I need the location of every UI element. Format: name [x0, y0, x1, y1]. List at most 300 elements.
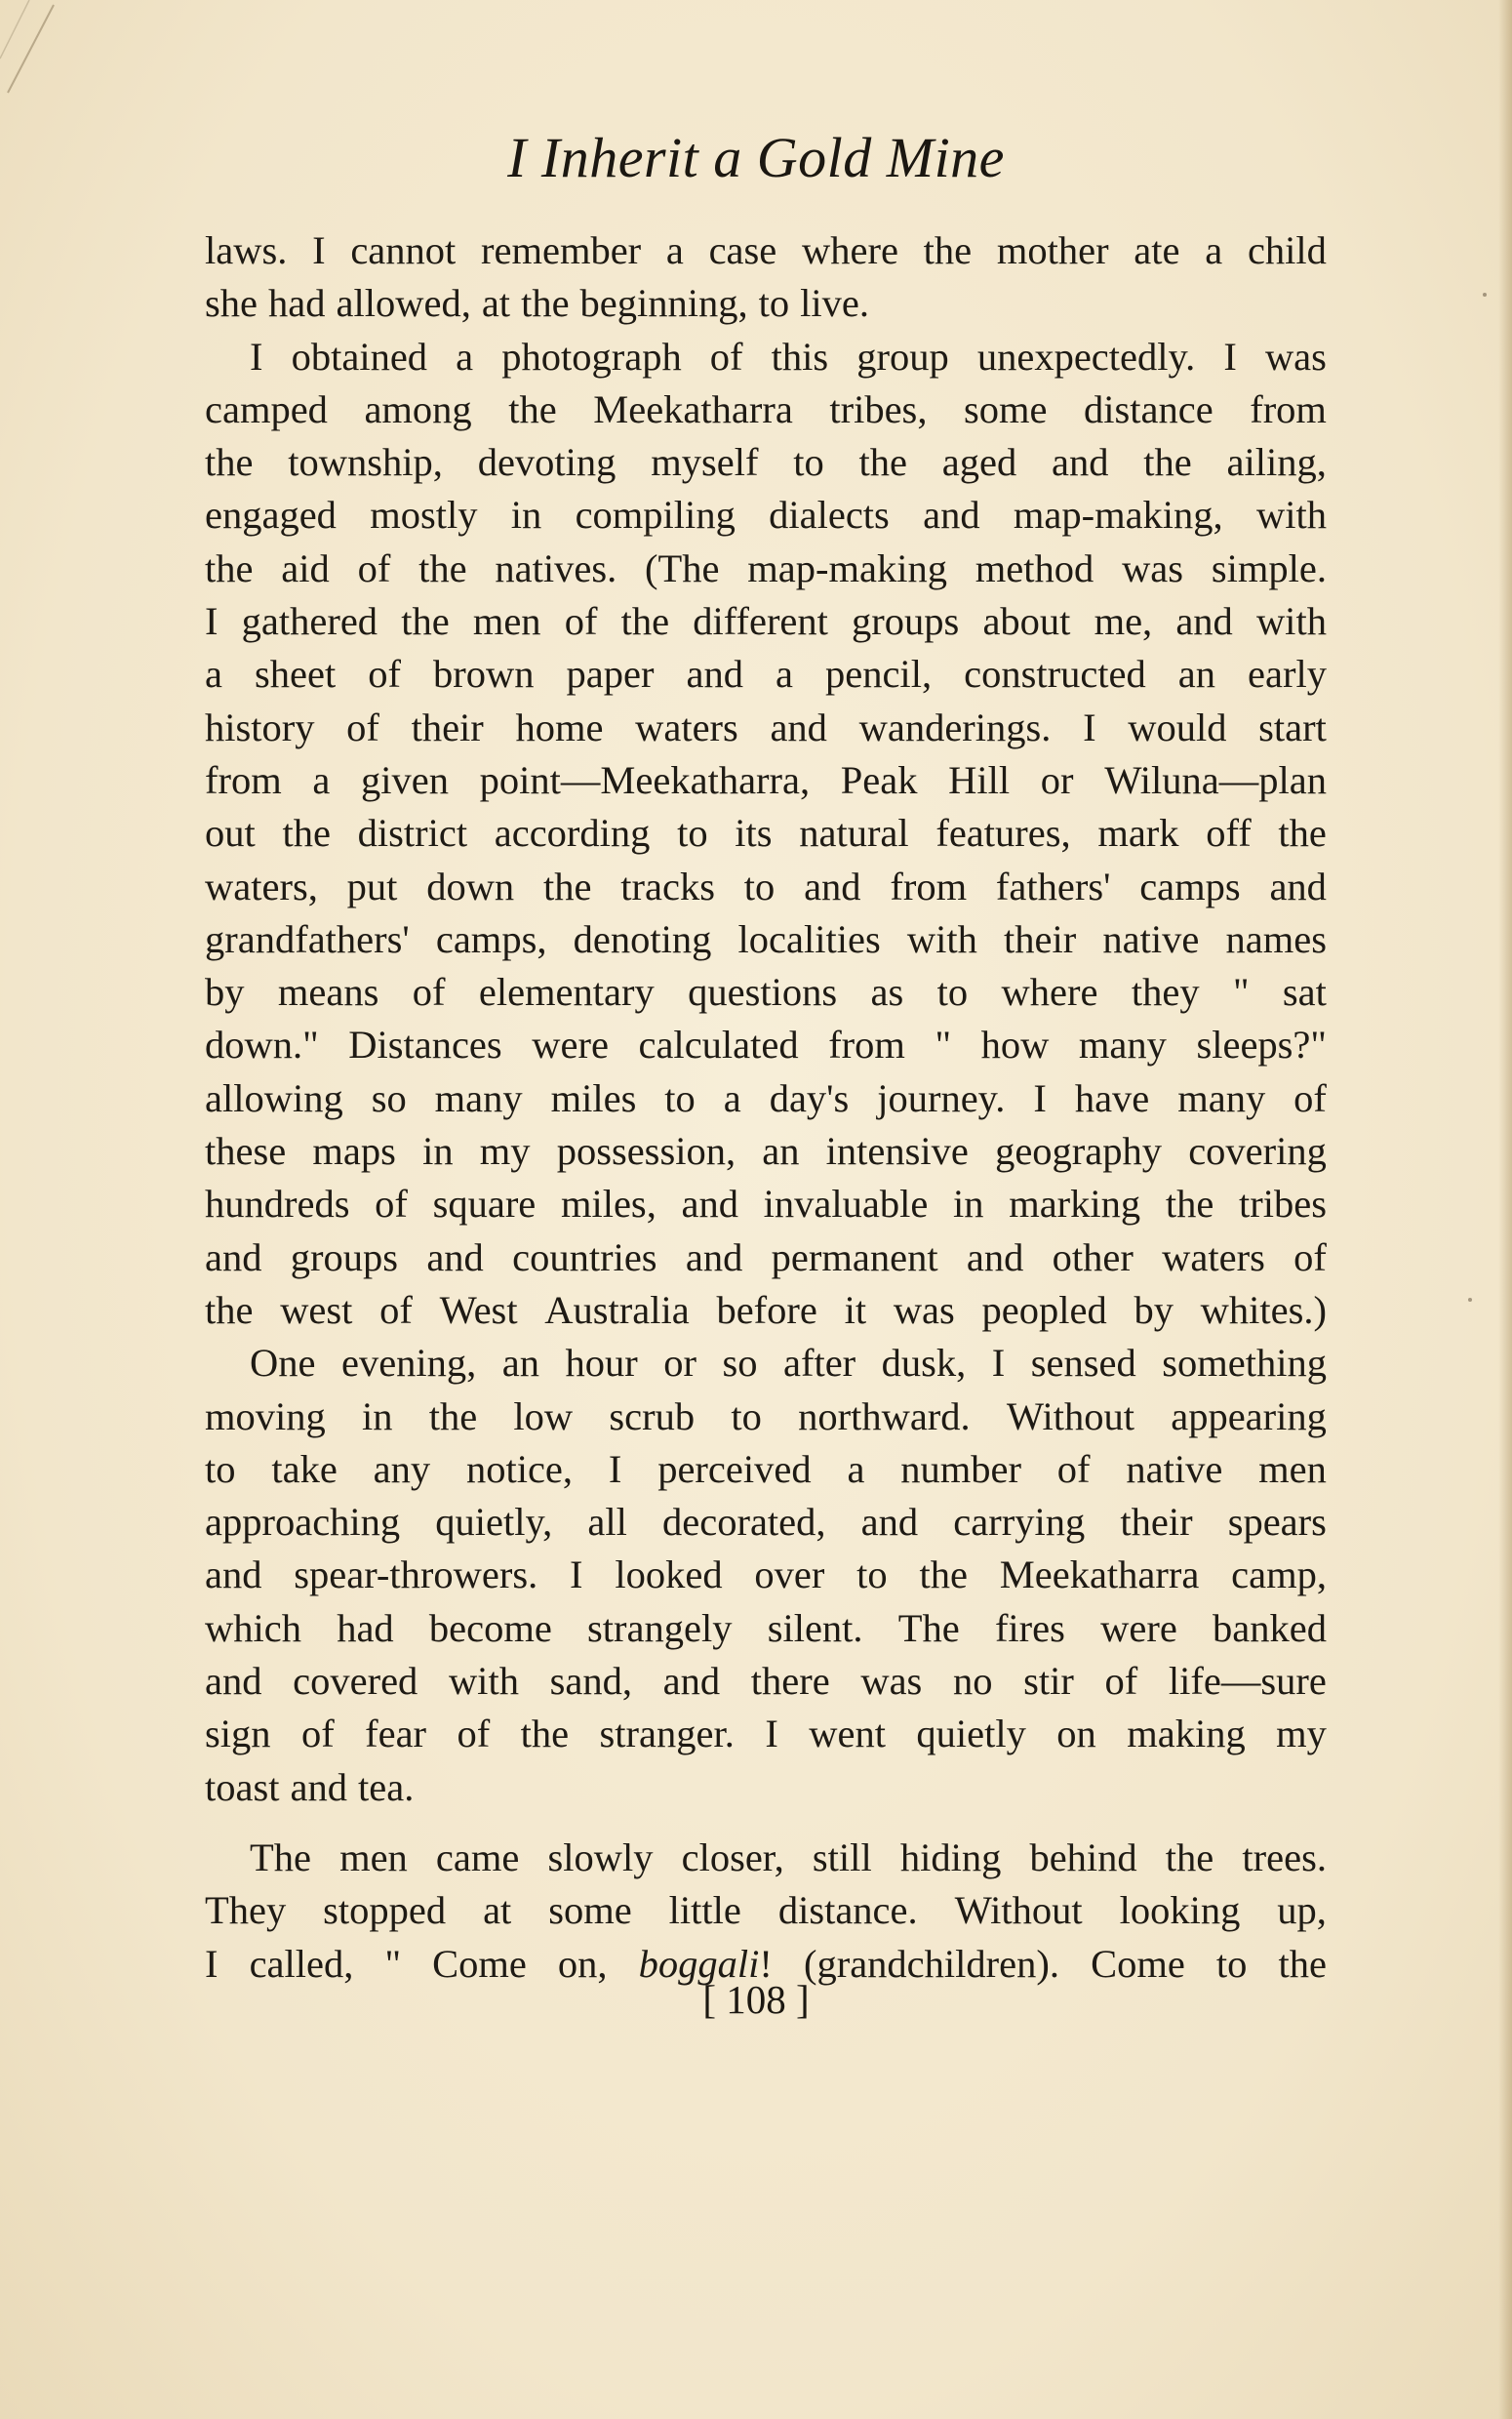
word: simple.	[1211, 545, 1327, 590]
word: over	[754, 1552, 825, 1597]
word: features,	[935, 811, 1071, 856]
word: some	[548, 1888, 632, 1933]
word: off	[1206, 811, 1252, 856]
word: me,	[1094, 599, 1153, 644]
word: by	[205, 970, 245, 1015]
word: case	[708, 228, 777, 272]
word: map-making	[747, 545, 947, 590]
word: of	[709, 334, 743, 379]
word: district	[357, 811, 468, 856]
text-line	[205, 331, 1327, 383]
word: history	[205, 705, 315, 749]
word: Wiluna—plan	[1104, 757, 1327, 802]
word: obtained	[291, 334, 428, 379]
word: the	[205, 440, 254, 485]
word: group	[856, 334, 949, 379]
word: trees.	[1242, 1834, 1327, 1879]
text-line	[205, 1602, 1327, 1655]
word: early	[1248, 652, 1327, 697]
word: of	[412, 970, 446, 1015]
word: tea.	[357, 1764, 415, 1809]
word: tracks	[620, 864, 715, 908]
text-line	[205, 543, 1327, 595]
word: before	[716, 1287, 817, 1332]
word: peopled	[981, 1287, 1107, 1332]
word: questions	[688, 970, 838, 1015]
word: covering	[1188, 1129, 1327, 1174]
word: an	[1177, 652, 1216, 697]
word: on,	[557, 1941, 608, 1986]
word: native	[1102, 916, 1200, 961]
word: and	[1052, 440, 1109, 485]
word: the	[542, 864, 592, 908]
text-line	[205, 1708, 1327, 1760]
word: of	[357, 545, 391, 590]
word: mother	[996, 228, 1109, 272]
text-line	[205, 807, 1327, 860]
word: at	[481, 281, 511, 326]
word: devoting	[477, 440, 617, 485]
word: and	[686, 652, 743, 697]
word: silent.	[767, 1605, 863, 1650]
word: from	[828, 1023, 905, 1068]
word: of	[375, 1182, 408, 1227]
word: journey.	[877, 1075, 1006, 1120]
text-line	[205, 1655, 1327, 1708]
word: countries	[512, 1234, 657, 1279]
word: township,	[288, 440, 443, 485]
word: out	[205, 811, 256, 856]
word: quietly	[916, 1712, 1026, 1756]
word: "	[935, 1023, 952, 1068]
word: have	[1074, 1075, 1150, 1120]
word: whites.)	[1200, 1287, 1327, 1332]
word: Without	[1006, 1393, 1134, 1438]
word: scrub	[609, 1393, 696, 1438]
word: as	[870, 970, 904, 1015]
word: means	[277, 970, 379, 1015]
word: of	[346, 705, 379, 749]
word: I	[1083, 705, 1096, 749]
word: Come	[432, 1941, 527, 1986]
word: mostly	[370, 493, 478, 538]
word: and	[205, 1552, 262, 1597]
text-line	[205, 1178, 1327, 1230]
word: natural	[799, 811, 909, 856]
word: engaged	[205, 493, 337, 538]
word: all	[587, 1500, 627, 1545]
word: according	[494, 811, 651, 856]
word: she	[205, 281, 258, 326]
word: there	[750, 1659, 830, 1704]
word: gathered	[241, 599, 378, 644]
word: was	[860, 1659, 923, 1704]
word: making	[1127, 1712, 1246, 1756]
word: with	[906, 916, 977, 961]
word: little	[668, 1888, 741, 1933]
word: and	[1175, 599, 1233, 644]
word: in	[422, 1129, 454, 1174]
word: their	[1004, 916, 1077, 961]
word: square	[432, 1182, 537, 1227]
word: and	[290, 1764, 347, 1809]
word: a	[205, 652, 222, 697]
word: to	[936, 970, 969, 1015]
word: west	[280, 1287, 353, 1332]
word: perceived	[657, 1446, 812, 1491]
word: the	[418, 545, 467, 590]
word: I	[312, 228, 326, 272]
word: an	[762, 1129, 800, 1174]
page-edge-shadow	[1498, 0, 1512, 2419]
word: I	[250, 334, 263, 379]
word: or	[1040, 757, 1074, 802]
word: brown	[433, 652, 535, 697]
text-line	[205, 1019, 1327, 1071]
word: a	[312, 757, 331, 802]
word: up,	[1277, 1888, 1327, 1933]
word: point—Meekatharra,	[479, 757, 811, 802]
word: groups	[852, 599, 960, 644]
word: still	[812, 1834, 872, 1879]
text-line	[205, 913, 1327, 966]
word: fathers'	[995, 864, 1111, 908]
word: the	[205, 1287, 254, 1332]
word: notice,	[465, 1446, 574, 1491]
word: I	[1223, 334, 1237, 379]
word: invaluable	[763, 1182, 929, 1227]
word: sheet	[255, 652, 337, 697]
word: West	[439, 1287, 518, 1332]
word: possession,	[556, 1129, 736, 1174]
word: camped	[205, 386, 328, 431]
word: came	[435, 1834, 520, 1879]
word: fear	[365, 1712, 427, 1756]
word: down	[426, 864, 515, 908]
word: and	[804, 864, 861, 908]
word: of	[1056, 1446, 1091, 1491]
word: camps,	[435, 916, 547, 961]
word: ate	[1134, 228, 1180, 272]
word: banked	[1213, 1605, 1327, 1650]
word: Australia	[544, 1287, 690, 1332]
word: waters	[1162, 1234, 1265, 1279]
word: with	[1255, 493, 1327, 538]
word: of	[300, 1712, 335, 1756]
word: their	[1120, 1500, 1193, 1545]
text-line	[205, 1231, 1327, 1284]
word: their	[411, 705, 484, 749]
word: of	[457, 1712, 491, 1756]
word: wanderings.	[858, 705, 1052, 749]
word: pencil,	[824, 652, 933, 697]
word: the	[1165, 1182, 1214, 1227]
word: looked	[615, 1552, 723, 1597]
text-line	[205, 1496, 1327, 1549]
text-line	[205, 1884, 1327, 1937]
word: other	[1052, 1234, 1134, 1279]
word: intensive	[825, 1129, 969, 1174]
word: the	[508, 386, 557, 431]
word: I	[205, 599, 219, 644]
page-number: [ 108 ]	[702, 1977, 810, 2022]
word: many	[1078, 1023, 1167, 1068]
word: boggali!	[638, 1941, 773, 1986]
word: tribes	[1239, 1182, 1327, 1227]
word: down."	[205, 1023, 319, 1068]
word: I	[205, 1941, 219, 1986]
word: were	[1100, 1605, 1177, 1650]
word: its	[735, 811, 773, 856]
word: ailing,	[1226, 440, 1327, 485]
text-line	[205, 1337, 1327, 1390]
word: One	[250, 1341, 316, 1386]
word: went	[809, 1712, 886, 1756]
word: spears	[1227, 1500, 1327, 1545]
word: (grandchildren).	[803, 1941, 1059, 1986]
word: of	[1293, 1075, 1327, 1120]
word: were	[532, 1023, 609, 1068]
word: and	[923, 493, 980, 538]
word: men	[339, 1834, 408, 1879]
word: hiding	[899, 1834, 1002, 1879]
word: in	[510, 493, 542, 538]
word: the	[1165, 1834, 1214, 1879]
word: miles	[550, 1075, 637, 1120]
word: covered	[293, 1659, 418, 1704]
word: number	[900, 1446, 1021, 1491]
word: from	[890, 864, 968, 908]
text-line	[205, 861, 1327, 913]
word: unexpectedly.	[976, 334, 1196, 379]
word: to	[856, 1552, 888, 1597]
word: closer,	[681, 1834, 784, 1879]
word: child	[1247, 228, 1327, 272]
word: with	[1255, 599, 1327, 644]
word: the	[858, 440, 907, 485]
word: from	[205, 757, 282, 802]
word: men	[1258, 1446, 1327, 1491]
word: to	[205, 1446, 236, 1491]
word: myself	[651, 440, 759, 485]
word: waters,	[205, 864, 318, 908]
text-line	[205, 1072, 1327, 1125]
word: an	[501, 1341, 540, 1386]
word: the	[520, 1712, 570, 1756]
word: looking	[1119, 1888, 1241, 1933]
word: a	[723, 1075, 741, 1120]
word: distance	[1083, 386, 1214, 431]
word: the	[282, 811, 331, 856]
word: day's	[769, 1075, 850, 1120]
word: paper	[566, 652, 655, 697]
text-line	[205, 1284, 1327, 1337]
word: to	[731, 1393, 762, 1438]
word: of	[379, 1287, 413, 1332]
word: something	[1162, 1341, 1327, 1386]
word: to	[793, 440, 824, 485]
word: would	[1128, 705, 1227, 749]
word: sleeps?"	[1196, 1023, 1327, 1068]
word: men	[472, 599, 541, 644]
word: which	[205, 1605, 301, 1650]
text-line	[205, 1832, 1327, 1884]
word: and	[662, 1659, 721, 1704]
word: so	[722, 1341, 758, 1386]
word: distance.	[777, 1888, 918, 1933]
text-line	[205, 224, 1327, 277]
word: how	[980, 1023, 1050, 1068]
word: the	[919, 1552, 968, 1597]
word: evening,	[340, 1341, 477, 1386]
word: from	[1250, 386, 1327, 431]
word: dusk,	[881, 1341, 967, 1386]
word: these	[205, 1129, 287, 1174]
word: "	[384, 1941, 402, 1986]
word: groups	[290, 1234, 399, 1279]
word: The	[250, 1834, 311, 1879]
word: a	[1205, 228, 1223, 272]
text-line	[205, 1391, 1327, 1443]
word: decorated,	[662, 1500, 826, 1545]
text-line	[205, 702, 1327, 754]
word: and	[860, 1500, 919, 1545]
word: the	[1278, 1941, 1327, 1986]
word: camp,	[1231, 1552, 1327, 1597]
word: called,	[249, 1941, 354, 1986]
word: and	[770, 705, 827, 749]
word: any	[373, 1446, 431, 1491]
word: they	[1131, 970, 1200, 1015]
word: so	[371, 1075, 407, 1120]
word: spear-throwers.	[294, 1552, 538, 1597]
word: denoting	[573, 916, 712, 961]
word: after	[782, 1341, 856, 1386]
word: marking	[1009, 1182, 1141, 1227]
word: Hill	[948, 757, 1011, 802]
word: Meekatharra	[593, 386, 793, 431]
body-text	[205, 224, 1327, 1991]
word: and	[205, 1659, 262, 1704]
text-line	[205, 966, 1327, 1019]
word: by	[1134, 1287, 1174, 1332]
word: They	[205, 1888, 287, 1933]
word: low	[513, 1393, 574, 1438]
word: calculated	[638, 1023, 799, 1068]
word: a	[456, 334, 474, 379]
word: become	[428, 1605, 552, 1650]
word: The	[897, 1605, 960, 1650]
word: among	[364, 386, 472, 431]
word: had	[337, 1605, 394, 1650]
page-corner-crease	[0, 0, 68, 107]
word: waters	[635, 705, 738, 749]
word: sensed	[1030, 1341, 1136, 1386]
word: quietly,	[435, 1500, 553, 1545]
word: the	[205, 545, 254, 590]
word: this	[771, 334, 829, 379]
word: take	[271, 1446, 338, 1491]
word: laws.	[205, 228, 288, 272]
word: geography	[995, 1129, 1163, 1174]
word: start	[1258, 705, 1327, 749]
text-line	[205, 648, 1327, 701]
text-line	[205, 595, 1327, 648]
word: appearing	[1171, 1393, 1327, 1438]
word: grandfathers'	[205, 916, 410, 961]
word: different	[693, 599, 828, 644]
word: map-making,	[1013, 493, 1223, 538]
word: miles,	[560, 1182, 657, 1227]
word: constructed	[964, 652, 1146, 697]
word: I	[608, 1446, 622, 1491]
word: northward.	[798, 1393, 971, 1438]
word: many	[1177, 1075, 1266, 1120]
word: the	[923, 228, 973, 272]
word: or	[663, 1341, 696, 1386]
word: maps	[312, 1129, 396, 1174]
word: Peak	[840, 757, 918, 802]
word: Meekatharra	[999, 1552, 1200, 1597]
word: permanent	[771, 1234, 938, 1279]
word: beginning,	[579, 281, 748, 326]
word: where	[802, 228, 898, 272]
word: to	[664, 1075, 696, 1120]
word: no	[952, 1659, 993, 1704]
word: to	[758, 281, 790, 326]
word: allowing	[205, 1075, 343, 1120]
word: and	[966, 1234, 1024, 1279]
word: a	[665, 228, 684, 272]
word: carrying	[953, 1500, 1086, 1545]
word: moving	[205, 1393, 326, 1438]
text-line	[205, 277, 1327, 330]
word: my	[1276, 1712, 1327, 1756]
running-head: I Inherit a Gold Mine	[507, 126, 1005, 189]
word: aid	[281, 545, 330, 590]
word: and	[685, 1234, 743, 1279]
word: in	[361, 1393, 393, 1438]
word: names	[1225, 916, 1327, 961]
word: I	[991, 1341, 1006, 1386]
word: the	[1278, 811, 1327, 856]
word: cannot	[350, 228, 457, 272]
word: I	[1033, 1075, 1047, 1120]
word: put	[346, 864, 398, 908]
word: (The	[645, 545, 720, 590]
word: of	[564, 599, 598, 644]
text-line	[205, 1549, 1327, 1601]
word: was	[1264, 334, 1327, 379]
word: where	[1001, 970, 1098, 1015]
word: compiling	[575, 493, 736, 538]
word: was	[1122, 545, 1184, 590]
word: slowly	[547, 1834, 654, 1879]
word: my	[479, 1129, 531, 1174]
word: mark	[1097, 811, 1179, 856]
word: remember	[481, 228, 642, 272]
word: "	[1232, 970, 1250, 1015]
word: strangely	[587, 1605, 733, 1650]
word: fires	[994, 1605, 1065, 1650]
word: Distances	[348, 1023, 502, 1068]
word: to	[677, 811, 708, 856]
word: of	[1104, 1659, 1138, 1704]
text-line	[205, 1125, 1327, 1178]
word: elementary	[478, 970, 655, 1015]
word: photograph	[501, 334, 682, 379]
text-line	[205, 489, 1327, 542]
